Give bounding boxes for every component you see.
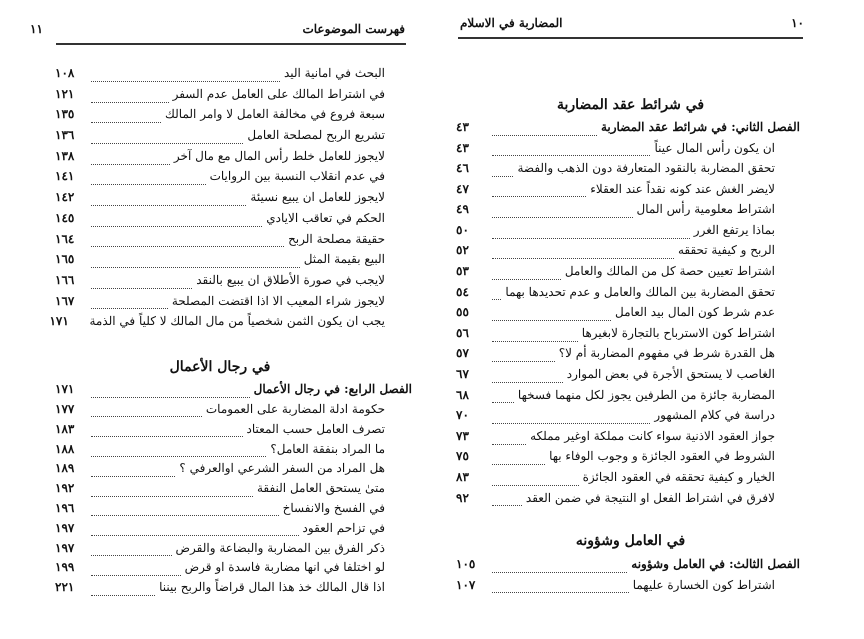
toc-entry bbox=[456, 305, 800, 326]
entry-title: المضاربة جائزة من الطرفين يجوز لكل منهما فسخها bbox=[517, 387, 775, 402]
entry-title: لايجوز للعامل خلط رأس المال مع مال آخر bbox=[173, 148, 385, 163]
dot-leader bbox=[91, 575, 181, 576]
toc-entry bbox=[456, 408, 800, 429]
entry-page-number: ٧٥ bbox=[456, 449, 469, 464]
entry-page-number: ٤٩ bbox=[456, 202, 469, 217]
entry-page-number: ١٤٥ bbox=[55, 210, 75, 225]
toc-entry bbox=[55, 560, 412, 580]
entry-title: تحقق المضاربة بالنقود المتعارفة دون الذهب والفضة bbox=[517, 161, 775, 176]
entry-page-number: ١٣٦ bbox=[55, 128, 75, 143]
entry-page-number: ٥٧ bbox=[456, 346, 469, 361]
chapter-entry bbox=[456, 120, 800, 141]
entry-page-number: ١٦٧ bbox=[55, 293, 75, 308]
entry-title: ان يكون رأس المال عيناً bbox=[654, 140, 775, 155]
toc-entry bbox=[55, 422, 412, 442]
entry-title: بماذا يرتفع الغرر bbox=[693, 222, 775, 237]
section-heading: في رجال الأعمال bbox=[169, 359, 271, 375]
dot-leader bbox=[91, 416, 202, 417]
toc-entry bbox=[456, 578, 800, 599]
entry-title: الفصل الثاني: في شرائط عقد المضاربة bbox=[600, 120, 800, 134]
entry-page-number: ٦٧ bbox=[456, 367, 469, 382]
chapter-entry bbox=[456, 557, 800, 578]
entry-title: تشريع الربح لمصلحة العامل bbox=[247, 128, 385, 143]
entry-page-number: ٥٦ bbox=[456, 325, 469, 340]
dot-leader bbox=[492, 238, 690, 239]
dot-leader bbox=[91, 288, 192, 289]
entry-title: حقيقة مصلحة الربح bbox=[288, 231, 385, 246]
dot-leader bbox=[492, 572, 627, 573]
entry-title: اشتراط كون الاسترباح بالتجارة لابغيرها bbox=[581, 325, 775, 340]
dot-leader bbox=[91, 515, 279, 516]
section-heading: في العامل وشؤونه bbox=[575, 533, 686, 549]
dot-leader bbox=[91, 308, 168, 309]
dot-leader bbox=[492, 505, 522, 506]
toc-entry bbox=[55, 294, 385, 315]
entry-title: دراسة في كلام المشهور bbox=[654, 408, 775, 423]
dot-leader bbox=[492, 382, 563, 383]
entry-title: تحقق المضاربة بين المالك والعامل و عدم تحديدها بهما bbox=[505, 284, 775, 299]
entry-page-number: ١٩٢ bbox=[55, 481, 75, 496]
toc-entry bbox=[55, 149, 385, 170]
dot-leader bbox=[91, 226, 262, 227]
entry-title: لايجب في صورة الأطلاق ان يبيع بالنقد bbox=[196, 272, 385, 287]
entry-title: هل المراد من السفر الشرعي اوالعرفي ؟ bbox=[179, 461, 385, 476]
entry-title: الشروط في العقود الجائزة و وجوب الوفاء بها bbox=[549, 449, 775, 464]
dot-leader bbox=[91, 436, 243, 437]
entry-page-number: ١٦٤ bbox=[55, 231, 75, 246]
toc-list bbox=[456, 120, 800, 511]
dot-leader bbox=[91, 81, 280, 82]
chapter-entry bbox=[55, 382, 412, 402]
entry-page-number: ٥٣ bbox=[456, 264, 469, 279]
entry-title: البحث في امانية اليد bbox=[283, 66, 385, 80]
toc-entry bbox=[55, 442, 412, 462]
toc-entry bbox=[456, 491, 800, 512]
entry-title: لايضر الغش عند كونه نقداً عند العقلاء bbox=[590, 181, 775, 196]
toc-entry bbox=[55, 402, 412, 422]
dot-leader bbox=[492, 279, 561, 280]
toc-entry bbox=[55, 66, 385, 87]
entry-title: الفصل الرابع: في رجال الأعمال bbox=[253, 382, 412, 396]
entry-page-number: ٤٣ bbox=[456, 140, 469, 155]
toc-entry bbox=[456, 388, 800, 409]
entry-title: الغاصب لا يستحق الأجرة في بعض الموارد bbox=[566, 367, 775, 382]
entry-title: في تزاحم العقود bbox=[302, 520, 385, 535]
toc-entry bbox=[55, 541, 412, 561]
toc-entry bbox=[456, 346, 800, 367]
entry-title: الحكم في تعاقب الايادي bbox=[266, 210, 385, 225]
entry-page-number: ١٩٩ bbox=[55, 560, 75, 575]
entry-page-number: ١٠٥ bbox=[456, 557, 476, 571]
dot-leader bbox=[492, 258, 674, 259]
header-rule bbox=[458, 37, 803, 39]
entry-title: لو اختلفا في انها مضاربة فاسدة او قرض bbox=[184, 560, 385, 575]
entry-page-number: ١٨٩ bbox=[55, 461, 75, 476]
dot-leader bbox=[91, 476, 175, 477]
entry-page-number: ٦٨ bbox=[456, 387, 469, 402]
toc-entry bbox=[456, 470, 800, 491]
toc-entry bbox=[55, 128, 385, 149]
dot-leader bbox=[492, 592, 629, 593]
entry-title: لايجوز شراء المعيب الا اذا اقتضت المصلحة bbox=[171, 293, 385, 308]
entry-page-number: ٤٦ bbox=[456, 161, 469, 176]
dot-leader bbox=[91, 496, 253, 497]
dot-leader bbox=[492, 217, 633, 218]
dot-leader bbox=[91, 555, 172, 556]
entry-page-number: ١٧١ bbox=[55, 382, 75, 396]
entry-page-number: ٥٤ bbox=[456, 284, 469, 299]
dot-leader bbox=[492, 196, 586, 197]
entry-title: هل القدرة شرط في مفهوم المضاربة أم لا؟ bbox=[558, 346, 775, 361]
toc-entry bbox=[55, 87, 385, 108]
toc-entry bbox=[456, 264, 800, 285]
toc-entry bbox=[49, 314, 385, 335]
entry-page-number: ١٠٨ bbox=[55, 66, 75, 80]
entry-page-number: ١٢١ bbox=[55, 86, 75, 101]
dot-leader bbox=[91, 535, 299, 536]
toc-list bbox=[456, 557, 800, 598]
entry-page-number: ١٧٧ bbox=[55, 402, 75, 416]
entry-title: في اشتراط المالك على العامل عدم السفر bbox=[172, 86, 385, 101]
entry-page-number: ١٠٧ bbox=[456, 577, 476, 592]
entry-title: ما المراد بنفقة العامل؟ bbox=[270, 441, 385, 456]
page-number: ١٠ bbox=[791, 16, 804, 30]
dot-leader bbox=[91, 456, 266, 457]
running-title: المضاربة في الاسلام bbox=[460, 16, 563, 30]
entry-page-number: ١٤١ bbox=[55, 169, 75, 184]
entry-page-number: ٤٧ bbox=[456, 181, 469, 196]
dot-leader bbox=[492, 423, 650, 424]
entry-page-number: ١٨٣ bbox=[55, 421, 75, 436]
entry-title: الخيار و كيفية تحققه في العقود الجائزة bbox=[582, 470, 775, 484]
dot-leader bbox=[91, 102, 169, 103]
entry-page-number: ١٨٨ bbox=[55, 441, 75, 456]
dot-leader bbox=[492, 320, 611, 321]
entry-page-number: ٥٢ bbox=[456, 243, 469, 258]
running-title: فهرست الموضوعات bbox=[302, 22, 405, 36]
dot-leader bbox=[492, 464, 545, 465]
toc-entry bbox=[55, 461, 412, 481]
dot-leader bbox=[492, 176, 513, 177]
dot-leader bbox=[492, 299, 501, 300]
entry-page-number: ٧٣ bbox=[456, 428, 469, 443]
entry-page-number: ١٩٧ bbox=[55, 520, 75, 535]
toc-entry bbox=[456, 223, 800, 244]
toc-entry bbox=[456, 243, 800, 264]
entry-title: اشتراط معلومية رأس المال bbox=[636, 202, 775, 217]
dot-leader bbox=[492, 361, 555, 362]
toc-entry bbox=[55, 252, 385, 273]
toc-entry bbox=[456, 161, 800, 182]
entry-title: متىٰ يستحق العامل النفقة bbox=[256, 481, 385, 496]
toc-entry bbox=[55, 580, 412, 600]
dot-leader bbox=[91, 164, 170, 165]
entry-title: جواز العقود الاذنية سواء كانت مملكة اوغير مملكه bbox=[530, 428, 775, 443]
toc-entry bbox=[456, 449, 800, 470]
toc-entry bbox=[456, 141, 800, 162]
toc-entry bbox=[456, 182, 800, 203]
toc-list bbox=[55, 382, 412, 600]
header-rule bbox=[56, 43, 406, 45]
entry-title: تصرف العامل حسب المعتاد bbox=[246, 421, 385, 436]
right-page bbox=[432, 0, 864, 639]
dot-leader bbox=[91, 184, 206, 185]
entry-page-number: ١٩٦ bbox=[55, 500, 75, 515]
entry-page-number: ٨٣ bbox=[456, 470, 469, 484]
dot-leader bbox=[91, 595, 155, 596]
entry-page-number: ١٧١ bbox=[49, 314, 69, 329]
entry-page-number: ١٩٧ bbox=[55, 540, 75, 555]
entry-title: في الفسخ والانفساخ bbox=[282, 500, 385, 515]
toc-entry bbox=[55, 169, 385, 190]
toc-entry bbox=[456, 202, 800, 223]
dot-leader bbox=[492, 444, 526, 445]
dot-leader bbox=[91, 246, 284, 247]
page-number: ١١ bbox=[30, 22, 43, 36]
toc-entry bbox=[55, 107, 385, 128]
entry-title: الربح و كيفية تحققه bbox=[677, 243, 775, 258]
entry-title: البيع بقيمة المثل bbox=[303, 252, 385, 267]
entry-title: لافرق في اشتراط الفعل او النتيجة في ضمن العقد bbox=[525, 490, 775, 505]
dot-leader bbox=[492, 155, 650, 156]
entry-page-number: ١٤٢ bbox=[55, 190, 75, 205]
toc-entry bbox=[55, 232, 385, 253]
entry-page-number: ٢٢١ bbox=[55, 580, 75, 595]
toc-entry bbox=[55, 481, 412, 501]
entry-title: يجب ان يكون الثمن شخصياً من مال المالك لا كلياً في الذمة bbox=[89, 314, 385, 329]
entry-title: حكومة ادلة المضاربة على العمومات bbox=[205, 402, 385, 416]
toc-list bbox=[49, 66, 385, 335]
dot-leader bbox=[91, 122, 161, 123]
toc-entry bbox=[55, 211, 385, 232]
dot-leader bbox=[91, 267, 300, 268]
toc-entry bbox=[456, 429, 800, 450]
section-heading: في شرائط عقد المضاربة bbox=[556, 97, 705, 113]
toc-entry bbox=[456, 367, 800, 388]
entry-page-number: ٩٢ bbox=[456, 490, 469, 505]
toc-entry bbox=[55, 273, 385, 294]
entry-page-number: ٤٣ bbox=[456, 120, 469, 134]
dot-leader bbox=[492, 135, 597, 136]
entry-title: في عدم انقلاب النسبة بين الروايات bbox=[209, 169, 385, 184]
entry-title: اشتراط كون الخسارة عليهما bbox=[632, 577, 775, 592]
entry-title: ذكر الفرق بين المضاربة والبضاعة والقرض bbox=[175, 540, 385, 555]
toc-entry bbox=[456, 285, 800, 306]
entry-title: لايجوز للعامل ان يبيع نسيئة bbox=[250, 190, 385, 205]
entry-page-number: ١٦٦ bbox=[55, 272, 75, 287]
entry-title: اشتراط تعيين حصة كل من المالك والعامل bbox=[564, 264, 775, 279]
dot-leader bbox=[492, 341, 578, 342]
toc-entry bbox=[55, 501, 412, 521]
toc-entry bbox=[55, 190, 385, 211]
entry-page-number: ٧٠ bbox=[456, 408, 469, 423]
entry-title: سبعة فروع في مخالفة العامل لا وامر المالك bbox=[165, 107, 385, 122]
toc-entry bbox=[55, 521, 412, 541]
entry-title: الفصل الثالث: في العامل وشؤونه bbox=[631, 557, 800, 571]
dot-leader bbox=[492, 402, 514, 403]
entry-page-number: ٥٠ bbox=[456, 222, 469, 237]
entry-page-number: ١٣٨ bbox=[55, 148, 75, 163]
entry-page-number: ٥٥ bbox=[456, 305, 469, 320]
toc-entry bbox=[456, 326, 800, 347]
dot-leader bbox=[492, 485, 579, 486]
entry-title: عدم شرط كون المال بيد العامل bbox=[615, 305, 775, 320]
entry-page-number: ١٣٥ bbox=[55, 107, 75, 122]
entry-page-number: ١٦٥ bbox=[55, 252, 75, 267]
dot-leader bbox=[91, 143, 243, 144]
dot-leader bbox=[91, 397, 250, 398]
dot-leader bbox=[91, 205, 246, 206]
entry-title: اذا قال المالك خذ هذا المال قراضاً والربح بيننا bbox=[159, 580, 385, 595]
